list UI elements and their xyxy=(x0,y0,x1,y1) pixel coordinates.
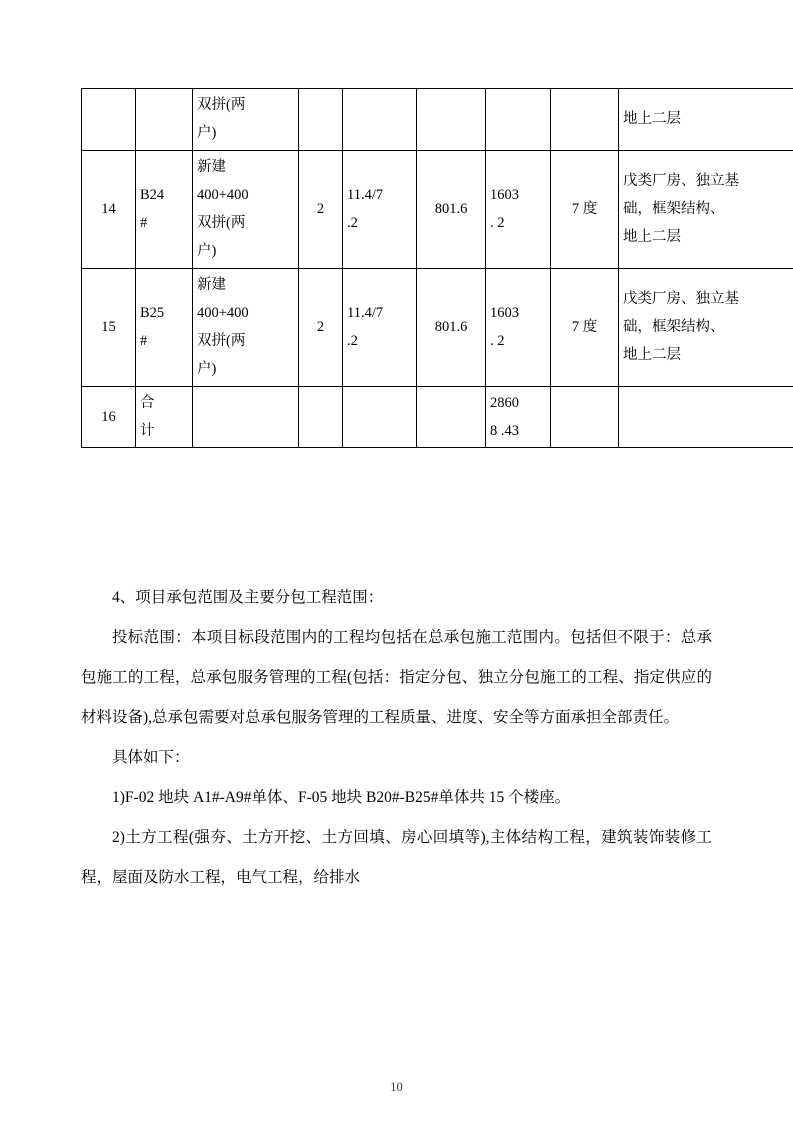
cell-building-name: B24 # xyxy=(136,150,193,268)
cell-description: 新建 400+400 双拼(两 户) xyxy=(193,268,299,386)
building-specification-table xyxy=(81,88,793,448)
cell-area xyxy=(417,89,486,151)
table-row xyxy=(82,89,793,151)
cell-height: 11.4/7 .2 xyxy=(343,150,417,268)
cell-building-name xyxy=(136,89,193,151)
page-number: 10 xyxy=(390,1080,403,1094)
cell-area: 801.6 xyxy=(417,150,486,268)
cell-height xyxy=(343,89,417,151)
cell-serial-number: 16 xyxy=(82,386,136,448)
paragraph-item-2: 2)土方工程(强夯、土方开挖、土方回填、房心回填等),主体结构工程，建筑装饰装修工程，屋面及防水工程，电气工程，给排水 xyxy=(81,829,712,886)
cell-area xyxy=(417,386,486,448)
cell-total-area: 1603 . 2 xyxy=(486,268,551,386)
table-row-total xyxy=(82,386,793,448)
table-row xyxy=(82,150,793,268)
cell-area: 801.6 xyxy=(417,268,486,386)
table-body xyxy=(82,89,793,448)
cell-total-area: 2860 8 .43 xyxy=(486,386,551,448)
cell-total-area xyxy=(486,89,551,151)
cell-total-area: 1603 . 2 xyxy=(486,150,551,268)
cell-height xyxy=(343,386,417,448)
cell-description xyxy=(193,386,299,448)
cell-serial-number xyxy=(82,89,136,151)
cell-count xyxy=(299,386,343,448)
table-row xyxy=(82,268,793,386)
cell-seismic-level xyxy=(551,89,619,151)
cell-remark xyxy=(619,386,793,448)
cell-height: 11.4/7 .2 xyxy=(343,268,417,386)
paragraph-item-1: 1)F-02 地块 A1#-A9#单体、F-05 地块 B20#-B25#单体共 15 个楼座。 xyxy=(112,789,571,806)
cell-remark: 戊类厂房、独立基 础，框架结构、 地上二层 xyxy=(619,268,793,386)
cell-description: 双拼(两 户) xyxy=(193,89,299,151)
cell-remark: 地上二层 xyxy=(619,89,793,151)
cell-building-name: B25 # xyxy=(136,268,193,386)
cell-seismic-level xyxy=(551,386,619,448)
cell-seismic-level: 7 度 xyxy=(551,268,619,386)
cell-remark: 戊类厂房、独立基 础，框架结构、 地上二层 xyxy=(619,150,793,268)
cell-count: 2 xyxy=(299,150,343,268)
table-container xyxy=(81,88,739,448)
cell-description: 新建 400+400 双拼(两 户) xyxy=(193,150,299,268)
body-text-block xyxy=(81,578,712,898)
paragraph-bid-scope: 投标范围：本项目标段范围内的工程均包括在总承包施工范围内。包括但不限于：总承包施工的工程，总承包服务管理的工程(包括：指定分包、独立分包施工的工程、指定供应的材料设备),总承包需要对总承包服务管理的工程质量、进度、安全等方面承担全部责任。 xyxy=(81,629,712,726)
cell-seismic-level: 7 度 xyxy=(551,150,619,268)
cell-count: 2 xyxy=(299,268,343,386)
cell-count xyxy=(299,89,343,151)
paragraph-details-intro: 具体如下： xyxy=(112,749,190,766)
cell-total-label: 合 计 xyxy=(136,386,193,448)
cell-serial-number: 14 xyxy=(82,150,136,268)
paragraph-section-heading: 4、项目承包范围及主要分包工程范围： xyxy=(112,589,384,606)
cell-serial-number: 15 xyxy=(82,268,136,386)
